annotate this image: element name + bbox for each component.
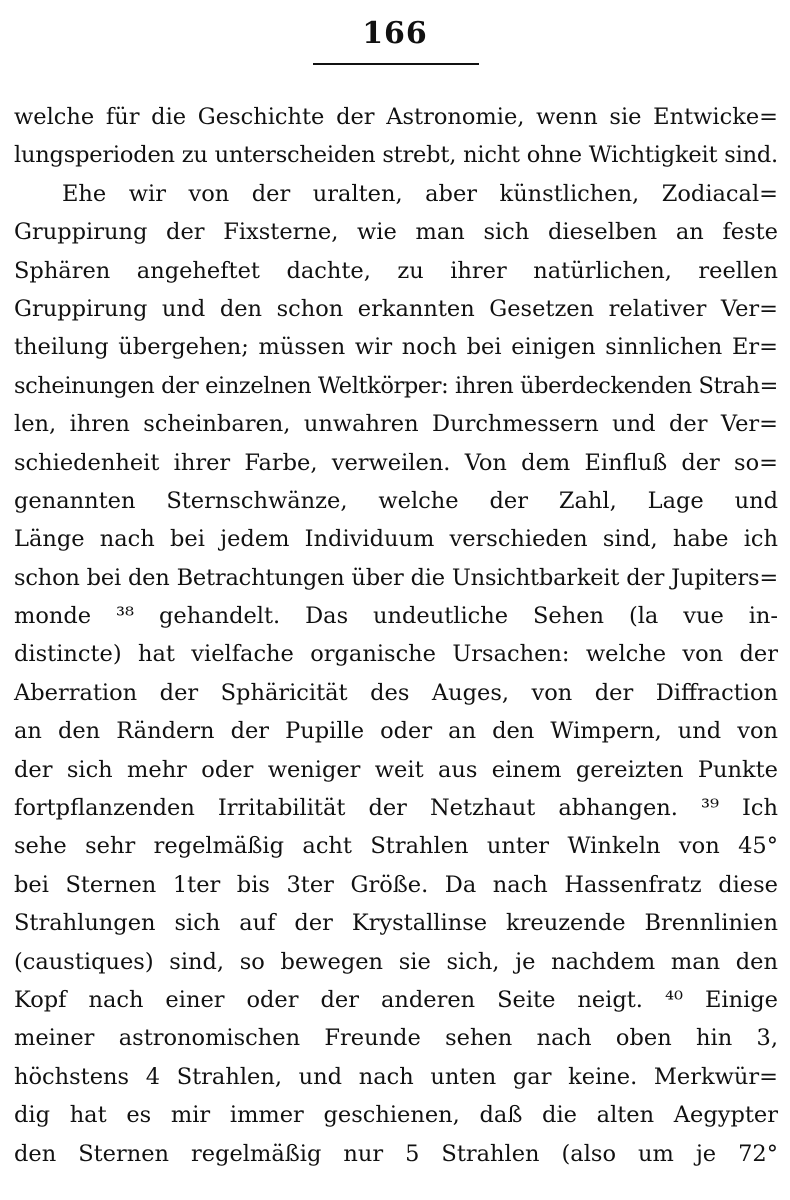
text-line: den Sternen regelmäßig nur 5 Strahlen (also um je 72°	[14, 1140, 778, 1167]
text-line: distincte) hat vielfache organische Ursachen: welche von der	[14, 641, 778, 668]
text-line: (caustiques) sind, so bewegen sie sich, je nachdem man den	[14, 948, 778, 975]
text-line: Strahlungen sich auf der Krystallinse kreuzende Brennlinien	[14, 910, 778, 937]
header-rule	[313, 63, 479, 65]
text-line: dig hat es mir immer geschienen, daß die alten Aegypter	[14, 1102, 778, 1129]
text-line: sehe sehr regelmäßig acht Strahlen unter Winkeln von 45°	[14, 833, 778, 860]
text-line: theilung übergehen; müssen wir noch bei einigen sinnlichen Er=	[14, 334, 778, 361]
text-line: lungsperioden zu unterscheiden strebt, nicht ohne Wichtigkeit sind.	[14, 142, 778, 169]
text-line: an den Rändern der Pupille oder an den Wimpern, und von	[14, 718, 778, 745]
body-text	[14, 98, 778, 1173]
text-line: len, ihren scheinbaren, unwahren Durchmessern und der Ver=	[14, 411, 778, 438]
text-line: bei Sternen 1ter bis 3ter Größe. Da nach Hassenfratz diese	[14, 871, 778, 898]
text-line: Kopf nach einer oder der anderen Seite neigt. ⁴⁰ Einige	[14, 986, 778, 1013]
page-number: 166	[362, 16, 428, 51]
text-line: Aberration der Sphäricität des Auges, von der Diffraction	[14, 679, 778, 706]
text-line: schiedenheit ihrer Farbe, verweilen. Von dem Einfluß der so=	[14, 449, 778, 476]
text-line: welche für die Geschichte der Astronomie, wenn sie Entwicke=	[14, 104, 778, 130]
text-line: scheinungen der einzelnen Weltkörper: ihren überdeckenden Strah=	[14, 372, 778, 399]
text-line: Ehe wir von der uralten, aber künstlichen, Zodiacal=	[62, 180, 778, 207]
text-line: Sphären angeheftet dachte, zu ihrer natürlichen, reellen	[14, 257, 778, 284]
text-line: schon bei den Betrachtungen über die Unsichtbarkeit der Jupiters=	[14, 564, 778, 591]
text-line: meiner astronomischen Freunde sehen nach oben hin 3,	[14, 1025, 778, 1052]
text-line: Gruppirung und den schon erkannten Gesetzen relativer Ver=	[14, 295, 778, 322]
text-line: fortpflanzenden Irritabilität der Netzhaut abhangen. ³⁹ Ich	[14, 795, 778, 822]
text-line: Gruppirung der Fixsterne, wie man sich dieselben an feste	[14, 219, 778, 246]
text-line: monde ³⁸ gehandelt. Das undeutliche Sehen (la vue in-	[14, 603, 778, 630]
text-line: der sich mehr oder weniger weit aus einem gereizten Punkte	[14, 756, 778, 783]
text-line: genannten Sternschwänze, welche der Zahl, Lage und	[14, 487, 778, 514]
text-line: höchstens 4 Strahlen, und nach unten gar keine. Merkwür=	[14, 1063, 778, 1090]
text-line: Länge nach bei jedem Individuum verschieden sind, habe ich	[14, 526, 778, 553]
